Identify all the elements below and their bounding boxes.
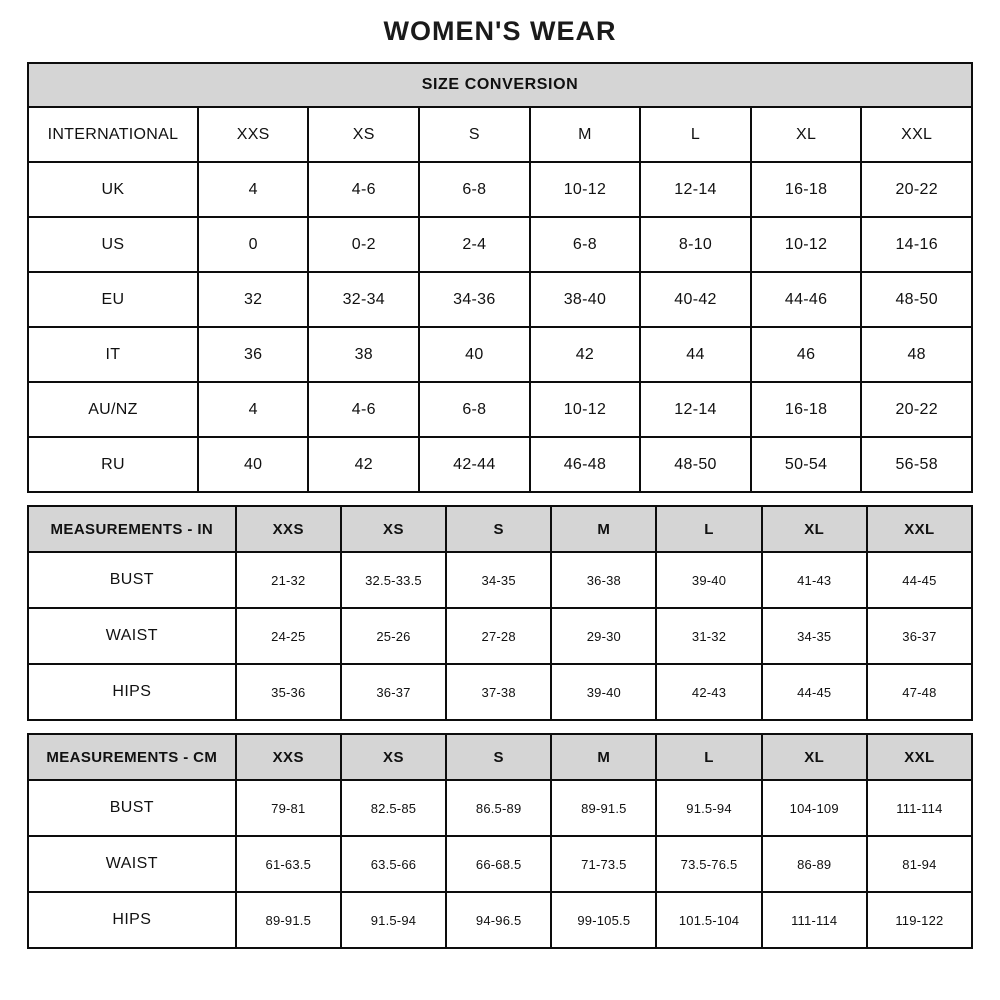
measurement-label: HIPS (28, 664, 236, 720)
measurement-value: 111-114 (867, 780, 972, 836)
table-row (28, 836, 972, 892)
measurement-value: 41-43 (762, 552, 867, 608)
conversion-size-value: 0-2 (308, 217, 419, 272)
measurements-cm-table (27, 733, 973, 949)
conversion-size-value: 50-54 (751, 437, 862, 492)
conversion-size-value: 2-4 (419, 217, 530, 272)
size-conversion-table (27, 62, 973, 493)
conversion-size-value: 38 (308, 327, 419, 382)
conversion-size-value: 6-8 (419, 162, 530, 217)
measurement-value: 34-35 (446, 552, 551, 608)
conversion-size-value: 34-36 (419, 272, 530, 327)
measurements-size-column-header: XL (762, 506, 867, 552)
conversion-size-value: 42 (530, 327, 641, 382)
conversion-region-column-header: INTERNATIONAL (28, 107, 198, 162)
table-row (28, 162, 972, 217)
conversion-size-value: 14-16 (861, 217, 972, 272)
measurement-value: 73.5-76.5 (656, 836, 761, 892)
table-row (28, 437, 972, 492)
conversion-size-value: 44-46 (751, 272, 862, 327)
measurements-title: MEASUREMENTS - CM (28, 734, 236, 780)
measurement-value: 32.5-33.5 (341, 552, 446, 608)
measurement-value: 36-37 (341, 664, 446, 720)
measurement-value: 86-89 (762, 836, 867, 892)
measurement-value: 25-26 (341, 608, 446, 664)
measurement-value: 91.5-94 (656, 780, 761, 836)
conversion-size-value: 8-10 (640, 217, 751, 272)
conversion-size-value: 6-8 (419, 382, 530, 437)
conversion-size-value: 4-6 (308, 162, 419, 217)
measurement-value: 31-32 (656, 608, 761, 664)
conversion-size-value: 40 (419, 327, 530, 382)
conversion-size-value: 46 (751, 327, 862, 382)
measurement-value: 34-35 (762, 608, 867, 664)
measurement-value: 42-43 (656, 664, 761, 720)
conversion-size-value: 44 (640, 327, 751, 382)
conversion-size-value: 32 (198, 272, 309, 327)
measurement-value: 111-114 (762, 892, 867, 948)
conversion-size-value: 16-18 (751, 162, 862, 217)
measurement-value: 63.5-66 (341, 836, 446, 892)
conversion-size-value: 10-12 (751, 217, 862, 272)
measurement-value: 91.5-94 (341, 892, 446, 948)
measurement-value: 71-73.5 (551, 836, 656, 892)
table-row (28, 552, 972, 608)
conversion-size-value: 4 (198, 162, 309, 217)
measurement-value: 61-63.5 (236, 836, 341, 892)
measurement-value: 39-40 (551, 664, 656, 720)
measurement-value: 37-38 (446, 664, 551, 720)
measurements-size-column-header: S (446, 734, 551, 780)
measurements-title: MEASUREMENTS - IN (28, 506, 236, 552)
measurement-value: 21-32 (236, 552, 341, 608)
measurements-size-column-header: L (656, 734, 761, 780)
measurements-size-column-header: XXS (236, 734, 341, 780)
measurement-label: BUST (28, 780, 236, 836)
measurements-size-column-header: XS (341, 506, 446, 552)
page-title: WOMEN'S WEAR (383, 16, 617, 46)
conversion-size-value: 6-8 (530, 217, 641, 272)
conversion-column-header-row (28, 107, 972, 162)
measurements-size-column-header: XXS (236, 506, 341, 552)
measurement-label: HIPS (28, 892, 236, 948)
measurements-header-row (28, 506, 972, 552)
table-row (28, 780, 972, 836)
measurements-size-column-header: XXL (867, 506, 972, 552)
conversion-size-value: 20-22 (861, 382, 972, 437)
measurements-size-column-header: XXL (867, 734, 972, 780)
table-row (28, 272, 972, 327)
conversion-size-value: 48-50 (861, 272, 972, 327)
conversion-size-value: 56-58 (861, 437, 972, 492)
conversion-size-value: 46-48 (530, 437, 641, 492)
measurements-size-column-header: M (551, 506, 656, 552)
measurement-value: 44-45 (867, 552, 972, 608)
measurement-value: 24-25 (236, 608, 341, 664)
measurements-header-row (28, 734, 972, 780)
measurements-size-column-header: XS (341, 734, 446, 780)
conversion-size-value: 16-18 (751, 382, 862, 437)
conversion-size-column-header: L (640, 107, 751, 162)
measurement-value: 44-45 (762, 664, 867, 720)
conversion-size-column-header: XXS (198, 107, 309, 162)
size-conversion-title: SIZE CONVERSION (28, 63, 972, 107)
conversion-size-value: 20-22 (861, 162, 972, 217)
measurement-value: 104-109 (762, 780, 867, 836)
measurement-value: 35-36 (236, 664, 341, 720)
measurement-value: 86.5-89 (446, 780, 551, 836)
table-row (28, 664, 972, 720)
measurements-in-table (27, 505, 973, 721)
conversion-size-column-header: S (419, 107, 530, 162)
conversion-size-value: 48-50 (640, 437, 751, 492)
conversion-region-label: RU (28, 437, 198, 492)
measurement-value: 89-91.5 (551, 780, 656, 836)
table-row (28, 217, 972, 272)
measurement-label: BUST (28, 552, 236, 608)
measurements-size-column-header: M (551, 734, 656, 780)
measurement-value: 89-91.5 (236, 892, 341, 948)
measurements-size-column-header: L (656, 506, 761, 552)
table-row (28, 382, 972, 437)
conversion-size-value: 12-14 (640, 162, 751, 217)
measurement-value: 79-81 (236, 780, 341, 836)
measurement-value: 82.5-85 (341, 780, 446, 836)
conversion-region-label: US (28, 217, 198, 272)
conversion-size-value: 42-44 (419, 437, 530, 492)
measurements-size-column-header: S (446, 506, 551, 552)
conversion-size-value: 0 (198, 217, 309, 272)
conversion-size-column-header: XXL (861, 107, 972, 162)
table-row (28, 327, 972, 382)
measurements-size-column-header: XL (762, 734, 867, 780)
measurement-value: 39-40 (656, 552, 761, 608)
conversion-size-value: 48 (861, 327, 972, 382)
table-row (28, 608, 972, 664)
measurement-label: WAIST (28, 608, 236, 664)
conversion-size-value: 42 (308, 437, 419, 492)
measurement-value: 101.5-104 (656, 892, 761, 948)
measurement-value: 29-30 (551, 608, 656, 664)
conversion-size-value: 10-12 (530, 382, 641, 437)
conversion-size-value: 12-14 (640, 382, 751, 437)
conversion-size-value: 10-12 (530, 162, 641, 217)
conversion-size-column-header: XL (751, 107, 862, 162)
conversion-region-label: AU/NZ (28, 382, 198, 437)
measurement-value: 66-68.5 (446, 836, 551, 892)
conversion-region-label: UK (28, 162, 198, 217)
measurement-value: 47-48 (867, 664, 972, 720)
size-conversion-banner-row (28, 63, 972, 107)
table-row (28, 892, 972, 948)
conversion-size-column-header: XS (308, 107, 419, 162)
conversion-region-label: EU (28, 272, 198, 327)
measurement-value: 27-28 (446, 608, 551, 664)
conversion-size-value: 4-6 (308, 382, 419, 437)
conversion-size-value: 40-42 (640, 272, 751, 327)
conversion-size-value: 40 (198, 437, 309, 492)
conversion-size-value: 36 (198, 327, 309, 382)
conversion-region-label: IT (28, 327, 198, 382)
conversion-size-column-header: M (530, 107, 641, 162)
measurement-label: WAIST (28, 836, 236, 892)
measurement-value: 36-38 (551, 552, 656, 608)
conversion-size-value: 4 (198, 382, 309, 437)
measurement-value: 81-94 (867, 836, 972, 892)
measurement-value: 99-105.5 (551, 892, 656, 948)
measurement-value: 36-37 (867, 608, 972, 664)
measurement-value: 94-96.5 (446, 892, 551, 948)
measurement-value: 119-122 (867, 892, 972, 948)
conversion-size-value: 38-40 (530, 272, 641, 327)
conversion-size-value: 32-34 (308, 272, 419, 327)
